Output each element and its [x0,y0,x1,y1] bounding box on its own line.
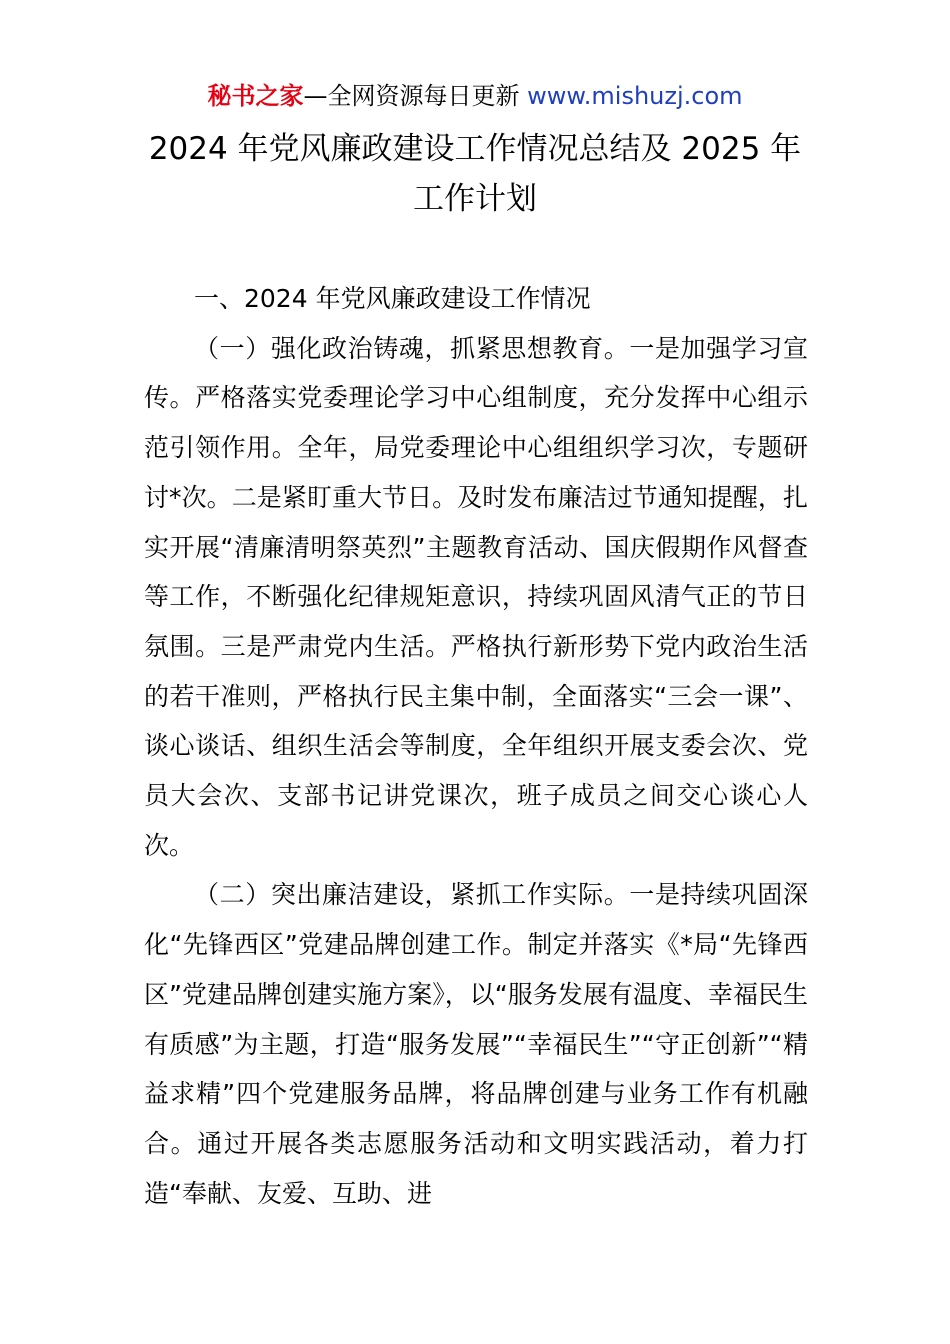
document-body [144,274,808,1218]
paragraph-2: （二）突出廉洁建设，紧抓工作实际。一是持续巩固深化“先锋西区”党建品牌创建工作。制定并落实《*局“先锋西区”党建品牌创建实施方案》，以“服务发展有温度、幸福民生有质感”为主题，打造“服务发展”“幸福民生”“守正创新”“精益求精”四个党建服务品牌，将品牌创建与业务工作有机融合。通过开展各类志愿服务活动和文明实践活动，着力打造“奉献、友爱、互助、进 [144,880,808,1208]
document-title [0,124,950,224]
site-url-link[interactable]: www.mishuzj.com [527,82,743,110]
section-heading: 一、2024 年党风廉政建设工作情况 [194,284,591,313]
document-title-line-1: 2024 年党风廉政建设工作情况总结及 2025 年 [148,131,802,167]
site-header-banner [0,80,950,112]
paragraph-1: （一）强化政治铸魂，抓紧思想教育。一是加强学习宣传。严格落实党委理论学习中心组制度，充分发挥中心组示范引领作用。全年，局党委理论中心组组织学习次，专题研讨*次。二是紧盯重大节日。及时发布廉洁过节通知提醒，扎实开展“清廉清明祭英烈”主题教育活动、国庆假期作风督查等工作，不断强化纪律规矩意识，持续巩固风清气正的节日氛围。三是严肃党内生活。严格执行新形势下党内政治生活的若干准则，严格执行民主集中制，全面落实“三会一课”、谈心谈话、组织生活会等制度，全年组织开展支委会次、党员大会次、支部书记讲党课次，班子成员之间交心谈心人次。 [144,333,808,860]
site-tagline: —全网资源每日更新 [303,82,520,110]
document-title-line-2: 工作计划 [413,181,537,217]
site-name: 秘书之家 [207,82,304,110]
